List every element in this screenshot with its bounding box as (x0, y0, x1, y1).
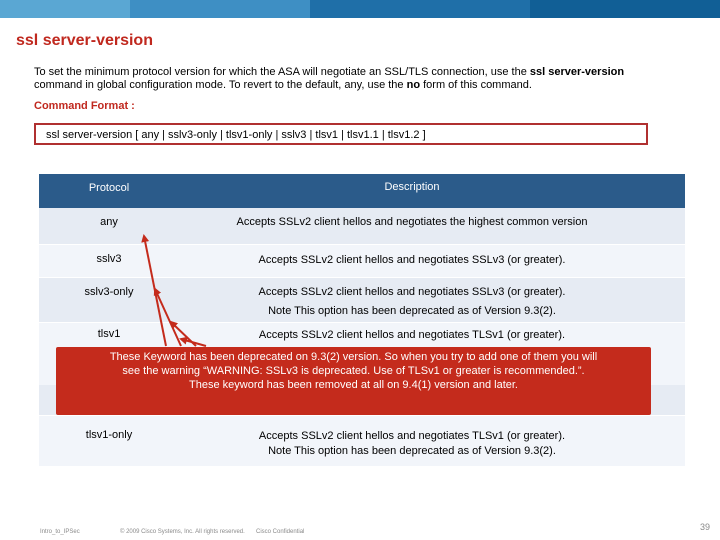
protocol-cell: tlsv1-only (85, 429, 133, 441)
description-cell: Accepts SSLv2 client hellos and negotiates SSLv3 (or greater). (258, 254, 566, 266)
footer-copyright: © 2009 Cisco Systems, Inc. All rights reserved. (120, 529, 245, 535)
protocol-cell: any (100, 216, 118, 228)
table-row (39, 278, 685, 322)
footer-deck-name: Intro_to_IPSec (40, 529, 80, 535)
intro-text: command in global configuration mode. To revert to the default, any, use the (34, 79, 407, 91)
callout-line: These Keyword has been deprecated on 9.3(2) version. So when you try to add one of them you will (109, 351, 598, 363)
description-cell: Accepts SSLv2 client hellos and negotiates the highest common version (236, 216, 588, 228)
top-bar-segment (0, 0, 130, 18)
top-bar-segment (310, 0, 530, 18)
intro-text: To set the minimum protocol version for which the ASA will negotiate an SSL/TLS connection, use the (34, 66, 530, 78)
intro-text: form of this command. (420, 79, 532, 91)
top-color-bar (0, 0, 720, 18)
page-number: 39 (700, 522, 711, 532)
table-row (39, 416, 685, 466)
description-cell: Accepts SSLv2 client hellos and negotiates SSLv3 (or greater). (258, 286, 566, 298)
deprecation-note: Note This option has been deprecated as of Version 9.3(2). (268, 445, 556, 457)
intro-paragraph (34, 66, 654, 92)
table-header-row (39, 174, 685, 208)
intro-bold-command: ssl server-version (529, 66, 625, 78)
table-row (39, 208, 685, 244)
protocol-cell: sslv3-only (84, 286, 134, 298)
command-format-label: Command Format : (34, 100, 135, 112)
callout-line: These keyword has been removed at all on 9.4(1) version and later. (189, 379, 518, 391)
header-description: Description (384, 181, 440, 193)
footer-confidential: Cisco Confidential (256, 529, 305, 535)
protocol-cell: sslv3 (96, 253, 122, 265)
deprecation-note: Note This option has been deprecated as of Version 9.3(2). (268, 305, 556, 317)
description-cell: Accepts SSLv2 client hellos and negotiates TLSv1 (or greater). (258, 329, 566, 341)
callout-line: see the warning “WARNING: SSLv3 is deprecated. Use of TLSv1 or greater is recommended.”. (122, 365, 585, 377)
top-bar-segment (130, 0, 310, 18)
command-syntax-box: ssl server-version [ any | sslv3-only | tlsv1-only | sslv3 | tlsv1 | tlsv1.1 | tlsv1.2 ] (34, 123, 648, 145)
slide-title: ssl server-version (16, 32, 153, 49)
description-cell: Accepts SSLv2 client hellos and negotiates TLSv1 (or greater). (258, 430, 566, 442)
header-protocol: Protocol (88, 182, 130, 194)
protocol-cell: tlsv1 (97, 328, 121, 340)
table-row (39, 245, 685, 277)
intro-bold-no: no (406, 79, 421, 91)
deprecation-callout (56, 347, 651, 415)
top-bar-segment (530, 0, 720, 18)
